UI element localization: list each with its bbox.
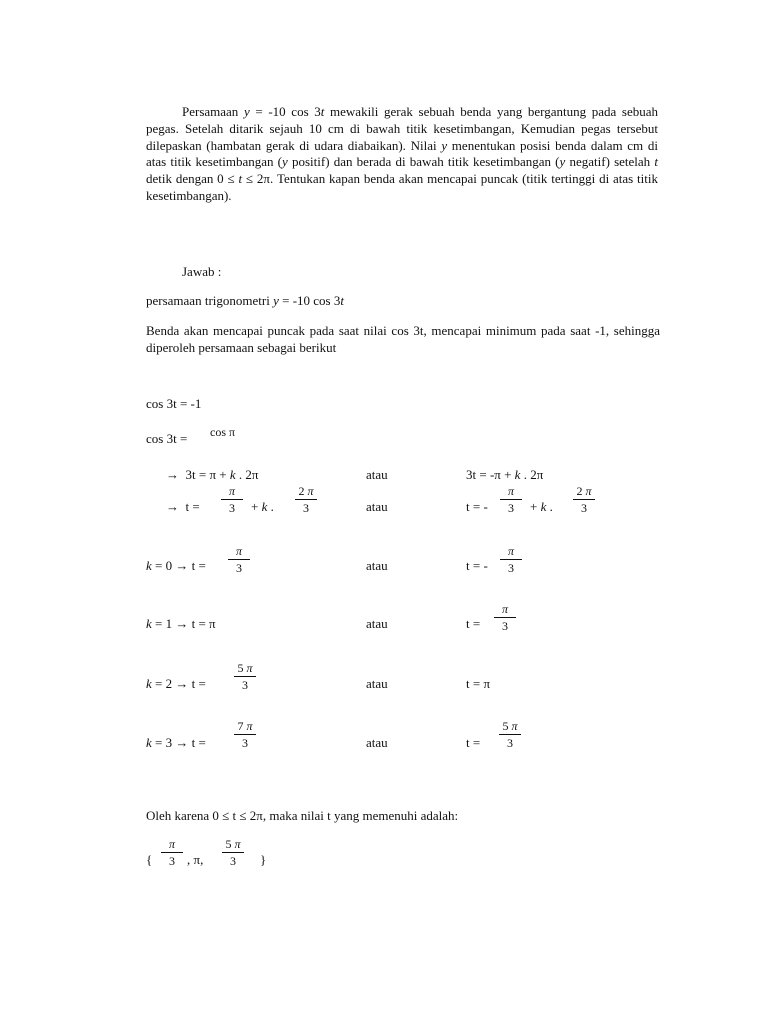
text: 2	[576, 484, 583, 498]
text: positif) dan berada di bawah titik kesetimbangan (	[287, 154, 560, 170]
set-middle: , π,	[187, 852, 204, 867]
denominator: 3	[508, 561, 514, 575]
fraction-pi-3	[217, 484, 247, 515]
var-t: t	[340, 293, 344, 308]
fraction-bar	[573, 499, 595, 500]
denominator: 3	[236, 561, 242, 575]
atau-label: atau	[366, 616, 388, 631]
set-open: {	[146, 852, 153, 867]
text: +	[530, 499, 541, 514]
fraction-2pi-3	[291, 484, 321, 515]
atau-label: atau	[366, 467, 388, 482]
text: persamaan trigonometri	[146, 293, 274, 308]
denominator: 3	[169, 854, 175, 868]
var-k: k	[514, 467, 521, 482]
var-t: t	[238, 171, 243, 187]
denominator: 3	[581, 501, 587, 515]
text: π	[585, 484, 592, 498]
text: π	[307, 484, 314, 498]
fraction-pi-3	[490, 602, 520, 633]
text: . 2π	[520, 467, 544, 482]
fraction-bar	[221, 499, 243, 500]
text: π	[511, 719, 518, 733]
text: t = -	[466, 499, 488, 514]
k1-left	[146, 616, 216, 631]
fraction-pi-3	[224, 544, 254, 575]
var-k: k	[229, 467, 236, 482]
var-k: k	[146, 558, 152, 573]
numerator: π	[235, 544, 242, 558]
text: = 1 → t = π	[151, 616, 216, 631]
fraction-pi-3	[496, 484, 526, 515]
plus-k	[530, 499, 553, 514]
fraction-bar	[499, 734, 521, 735]
denominator: 3	[242, 678, 248, 692]
fraction-bar	[234, 676, 256, 677]
general-solution-1-left	[166, 467, 258, 482]
numerator	[218, 837, 248, 851]
general-solution-1-right	[466, 467, 543, 482]
numerator	[291, 484, 321, 498]
var-t: t	[654, 154, 658, 170]
text: mewakili gerak sebuah benda yang bergantung pada sebuah pegas. Setelah ditarik sejauh 10 cm di bawah titik kesetimbangan, Kemudian pegas tersebut dilepaskan (hambatan gerak di udara diabaikan). Nilai	[146, 104, 658, 153]
text: = -10 cos 3	[249, 104, 321, 119]
fraction-bar	[228, 559, 250, 560]
numerator	[230, 719, 260, 733]
atau-label: atau	[366, 676, 388, 691]
numerator	[230, 661, 260, 675]
denominator: 3	[502, 619, 508, 633]
cos-pi: cos π	[210, 425, 236, 439]
fraction-bar	[234, 734, 256, 735]
text: 5	[502, 719, 509, 733]
explanation-paragraph: Benda akan mencapai puncak pada saat nilai cos 3t, mencapai minimum pada saat -1, sehingga diperoleh persamaan sebagai berikut	[146, 323, 660, 355]
denominator: 3	[507, 736, 513, 750]
problem-paragraph	[146, 104, 658, 205]
atau-label: atau	[366, 735, 388, 750]
text: ≤ 2π. Tentukan kapan benda akan mencapai puncak (titik tertinggi di atas titik kesetimbangan).	[146, 171, 658, 203]
text: t =	[185, 499, 200, 514]
text: 5	[225, 837, 232, 851]
text: 3t = π +	[185, 467, 230, 482]
cos-eq-2: cos 3t =	[146, 431, 188, 446]
var-k: k	[146, 735, 152, 750]
var-k: k	[146, 616, 152, 631]
fraction-pi-3	[157, 837, 187, 868]
text: detik dengan 0 ≤	[146, 171, 239, 187]
var-y: y	[441, 137, 448, 153]
fraction-bar	[500, 559, 522, 560]
cos-eq-1: cos 3t = -1	[146, 396, 202, 411]
fraction-bar	[295, 499, 317, 500]
k3-left	[146, 735, 206, 750]
denominator: 3	[230, 854, 236, 868]
var-y: y	[273, 293, 279, 308]
text: t =	[466, 735, 481, 750]
numerator	[569, 484, 599, 498]
text: .	[546, 499, 553, 514]
text: negatif) setelah	[565, 154, 655, 170]
k0-left	[146, 558, 206, 573]
arrow-icon: →	[166, 499, 179, 514]
set-close: }	[260, 852, 267, 867]
var-y: y	[559, 154, 566, 170]
k2-left	[146, 676, 206, 691]
text: π	[234, 837, 241, 851]
jawab-heading: Jawab :	[182, 264, 222, 279]
text: t = π	[466, 676, 491, 691]
var-k: k	[261, 499, 268, 514]
text: +	[251, 499, 262, 514]
text: . 2π	[235, 467, 259, 482]
var-t: t	[320, 104, 325, 119]
fraction-bar	[500, 499, 522, 500]
text: menentukan posisi benda dalam cm di atas titik kesetimbangan (	[146, 137, 658, 170]
numerator	[495, 719, 525, 733]
numerator: π	[168, 837, 175, 851]
atau-label: atau	[366, 499, 388, 514]
fraction-5pi-3	[218, 837, 248, 868]
fraction-bar	[161, 852, 183, 853]
var-k: k	[146, 676, 152, 691]
fraction-5pi-3	[230, 661, 260, 692]
var-y: y	[243, 104, 250, 119]
numerator: π	[501, 602, 508, 616]
text: π	[246, 661, 253, 675]
fraction-bar	[222, 852, 244, 853]
text: = 0 → t =	[151, 558, 206, 573]
text: 7	[237, 719, 244, 733]
numerator: π	[228, 484, 235, 498]
fraction-7pi-3	[230, 719, 260, 750]
plus-k	[251, 499, 274, 514]
numerator: π	[507, 544, 514, 558]
fraction-2pi-3	[569, 484, 599, 515]
fraction-5pi-3	[495, 719, 525, 750]
var-k: k	[540, 499, 547, 514]
denominator: 3	[229, 501, 235, 515]
text: = 2 → t =	[151, 676, 206, 691]
numerator: π	[507, 484, 514, 498]
fraction-pi-3	[496, 544, 526, 575]
text: t =	[466, 616, 481, 631]
text: 3t = -π +	[466, 467, 515, 482]
denominator: 3	[303, 501, 309, 515]
text: 5	[237, 661, 244, 675]
text: t = -	[466, 558, 488, 573]
text: = -10 cos 3	[278, 293, 341, 308]
text: .	[267, 499, 274, 514]
conclusion-text: Oleh karena 0 ≤ t ≤ 2π, maka nilai t yang memenuhi adalah:	[146, 808, 459, 823]
text: π	[246, 719, 253, 733]
arrow-icon: →	[166, 467, 179, 482]
general-solution-2-left	[166, 499, 200, 514]
text: 2	[298, 484, 305, 498]
var-y: y	[282, 154, 288, 170]
text: = 3 → t =	[151, 735, 206, 750]
denominator: 3	[508, 501, 514, 515]
persamaan-line	[146, 293, 344, 308]
text: Persamaan	[182, 104, 244, 119]
atau-label: atau	[366, 558, 388, 573]
denominator: 3	[242, 736, 248, 750]
fraction-bar	[494, 617, 516, 618]
